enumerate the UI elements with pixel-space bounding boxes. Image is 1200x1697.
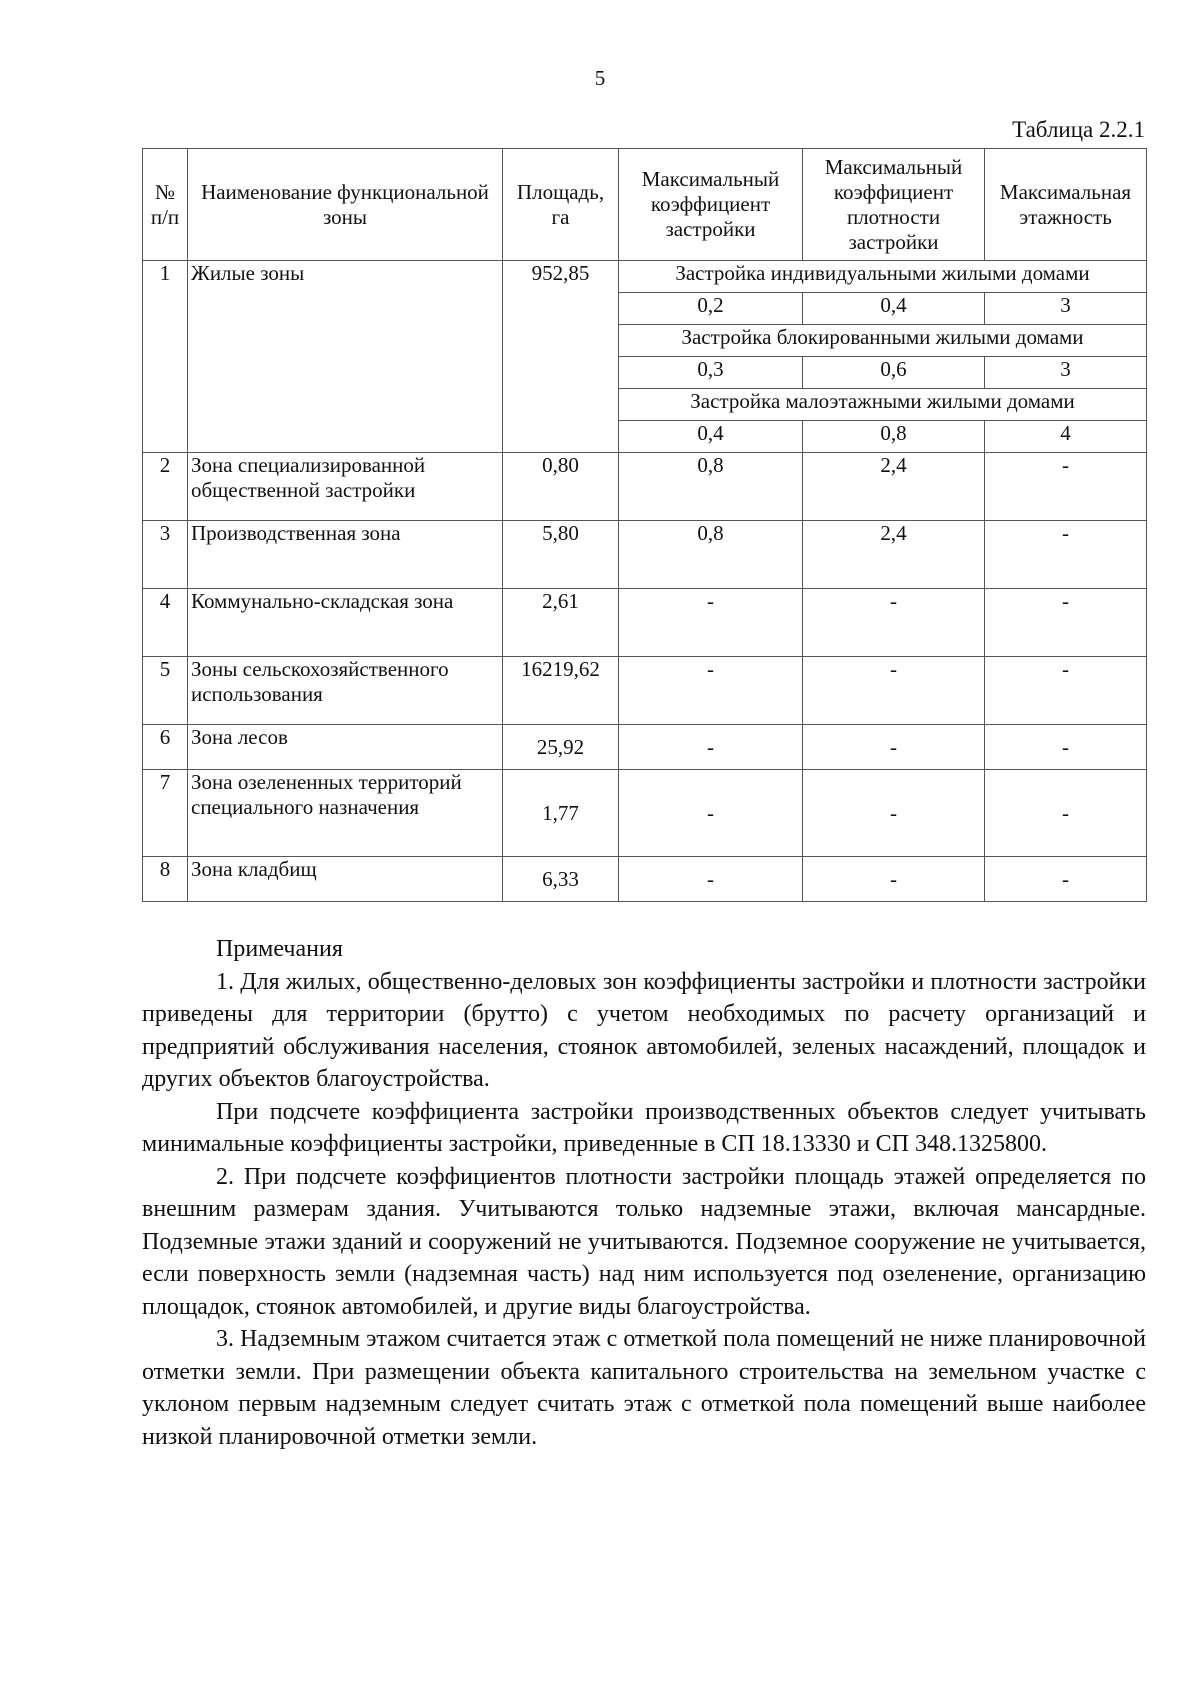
cell-coverage: 0,8: [619, 453, 803, 521]
table-row: [143, 521, 1147, 589]
cell-num: 4: [143, 589, 188, 657]
table-row: [143, 770, 1147, 857]
cell-name: Производственная зона: [188, 521, 503, 589]
table-row: [143, 453, 1147, 521]
subgroup-label: Застройка индивидуальными жилыми домами: [619, 261, 1147, 293]
cell-name: Жилые зоны: [188, 261, 503, 453]
notes-title: Примечания: [216, 936, 343, 962]
header-coverage: Максимальный коэффициент застройки: [619, 149, 803, 261]
cell-num: 2: [143, 453, 188, 521]
cell-density: 0,6: [803, 357, 985, 389]
header-name: Наименование функциональной зоны: [188, 149, 503, 261]
cell-floors: 3: [985, 293, 1147, 325]
cell-area: 952,85: [503, 261, 619, 453]
cell-num: 5: [143, 657, 188, 725]
cell-density: -: [803, 770, 985, 857]
table-caption: Таблица 2.2.1: [1012, 117, 1145, 142]
cell-area: 0,80: [503, 453, 619, 521]
cell-name: Зона озелененных территорий специального назначения: [188, 770, 503, 857]
cell-floors: 3: [985, 357, 1147, 389]
cell-area: 6,33: [503, 857, 619, 902]
cell-floors: -: [985, 857, 1147, 902]
cell-coverage: -: [619, 657, 803, 725]
cell-name: Зоны сельскохозяйственного использования: [188, 657, 503, 725]
table-row: [143, 857, 1147, 902]
table-row: [143, 589, 1147, 657]
cell-coverage: 0,8: [619, 521, 803, 589]
cell-num: 3: [143, 521, 188, 589]
notes-paragraph: При подсчете коэффициента застройки производственных объектов следует учитывать минимальные коэффициенты застройки, приведенные в СП 18.13330 и СП 348.1325800.: [142, 1098, 1146, 1157]
cell-floors: -: [985, 521, 1147, 589]
cell-name: Зона специализированной общественной застройки: [188, 453, 503, 521]
header-area: Площадь, га: [503, 149, 619, 261]
header-floors: Максимальная этажность: [985, 149, 1147, 261]
cell-coverage: -: [619, 857, 803, 902]
cell-coverage: -: [619, 725, 803, 770]
cell-area: 5,80: [503, 521, 619, 589]
header-density: Максимальный коэффициент плотности застройки: [803, 149, 985, 261]
cell-density: -: [803, 725, 985, 770]
cell-area: 25,92: [503, 725, 619, 770]
cell-density: 0,8: [803, 421, 985, 453]
cell-density: -: [803, 857, 985, 902]
cell-num: 7: [143, 770, 188, 857]
cell-num: 8: [143, 857, 188, 902]
cell-name: Зона кладбищ: [188, 857, 503, 902]
cell-density: 2,4: [803, 521, 985, 589]
cell-name: Коммунально-складская зона: [188, 589, 503, 657]
table-row: [143, 261, 1147, 293]
cell-floors: -: [985, 589, 1147, 657]
table-header-row: [143, 149, 1147, 261]
cell-coverage: -: [619, 770, 803, 857]
cell-density: -: [803, 657, 985, 725]
cell-num: 6: [143, 725, 188, 770]
table-row: [143, 657, 1147, 725]
cell-name: Зона лесов: [188, 725, 503, 770]
notes-paragraph: 3. Надземным этажом считается этаж с отметкой пола помещений не ниже планировочной отметки земли. При размещении объекта капитального строительства на земельном участке с уклоном первым надземным следует считать этаж с отметкой пола помещений выше наиболее низкой планировочной отметки земли.: [142, 1326, 1146, 1450]
cell-floors: -: [985, 725, 1147, 770]
cell-coverage: 0,4: [619, 421, 803, 453]
zones-table: [142, 148, 1147, 902]
cell-floors: -: [985, 453, 1147, 521]
header-num: № п/п: [143, 149, 188, 261]
cell-area: 2,61: [503, 589, 619, 657]
cell-coverage: 0,3: [619, 357, 803, 389]
cell-floors: 4: [985, 421, 1147, 453]
cell-coverage: 0,2: [619, 293, 803, 325]
cell-density: -: [803, 589, 985, 657]
table-row: [143, 725, 1147, 770]
page-number: 5: [594, 66, 606, 90]
cell-area: 1,77: [503, 770, 619, 857]
notes-paragraph: 1. Для жилых, общественно-деловых зон коэффициенты застройки и плотности застройки приведены для территории (брутто) с учетом необходимых по расчету организаций и предприятий обслуживания населения, стоянок автомобилей, зеленых насаждений, площадок и других объектов благоустройства.: [142, 968, 1146, 1092]
cell-floors: -: [985, 657, 1147, 725]
cell-density: 0,4: [803, 293, 985, 325]
subgroup-label: Застройка блокированными жилыми домами: [619, 325, 1147, 357]
notes: [142, 933, 1146, 1453]
cell-area: 16219,62: [503, 657, 619, 725]
subgroup-label: Застройка малоэтажными жилыми домами: [619, 389, 1147, 421]
cell-num: 1: [143, 261, 188, 453]
notes-paragraph: 2. При подсчете коэффициентов плотности застройки площадь этажей определяется по внешним размерам здания. Учитываются только надземные этажи, включая мансардные. Подземные этажи зданий и сооружений не учитываются. Подземное сооружение не учитывается, если поверхность земли (надземная часть) над ним используется под озеленение, организацию площадок, стоянок автомобилей, и другие виды благоустройства.: [142, 1163, 1146, 1320]
cell-floors: -: [985, 770, 1147, 857]
cell-coverage: -: [619, 589, 803, 657]
cell-density: 2,4: [803, 453, 985, 521]
